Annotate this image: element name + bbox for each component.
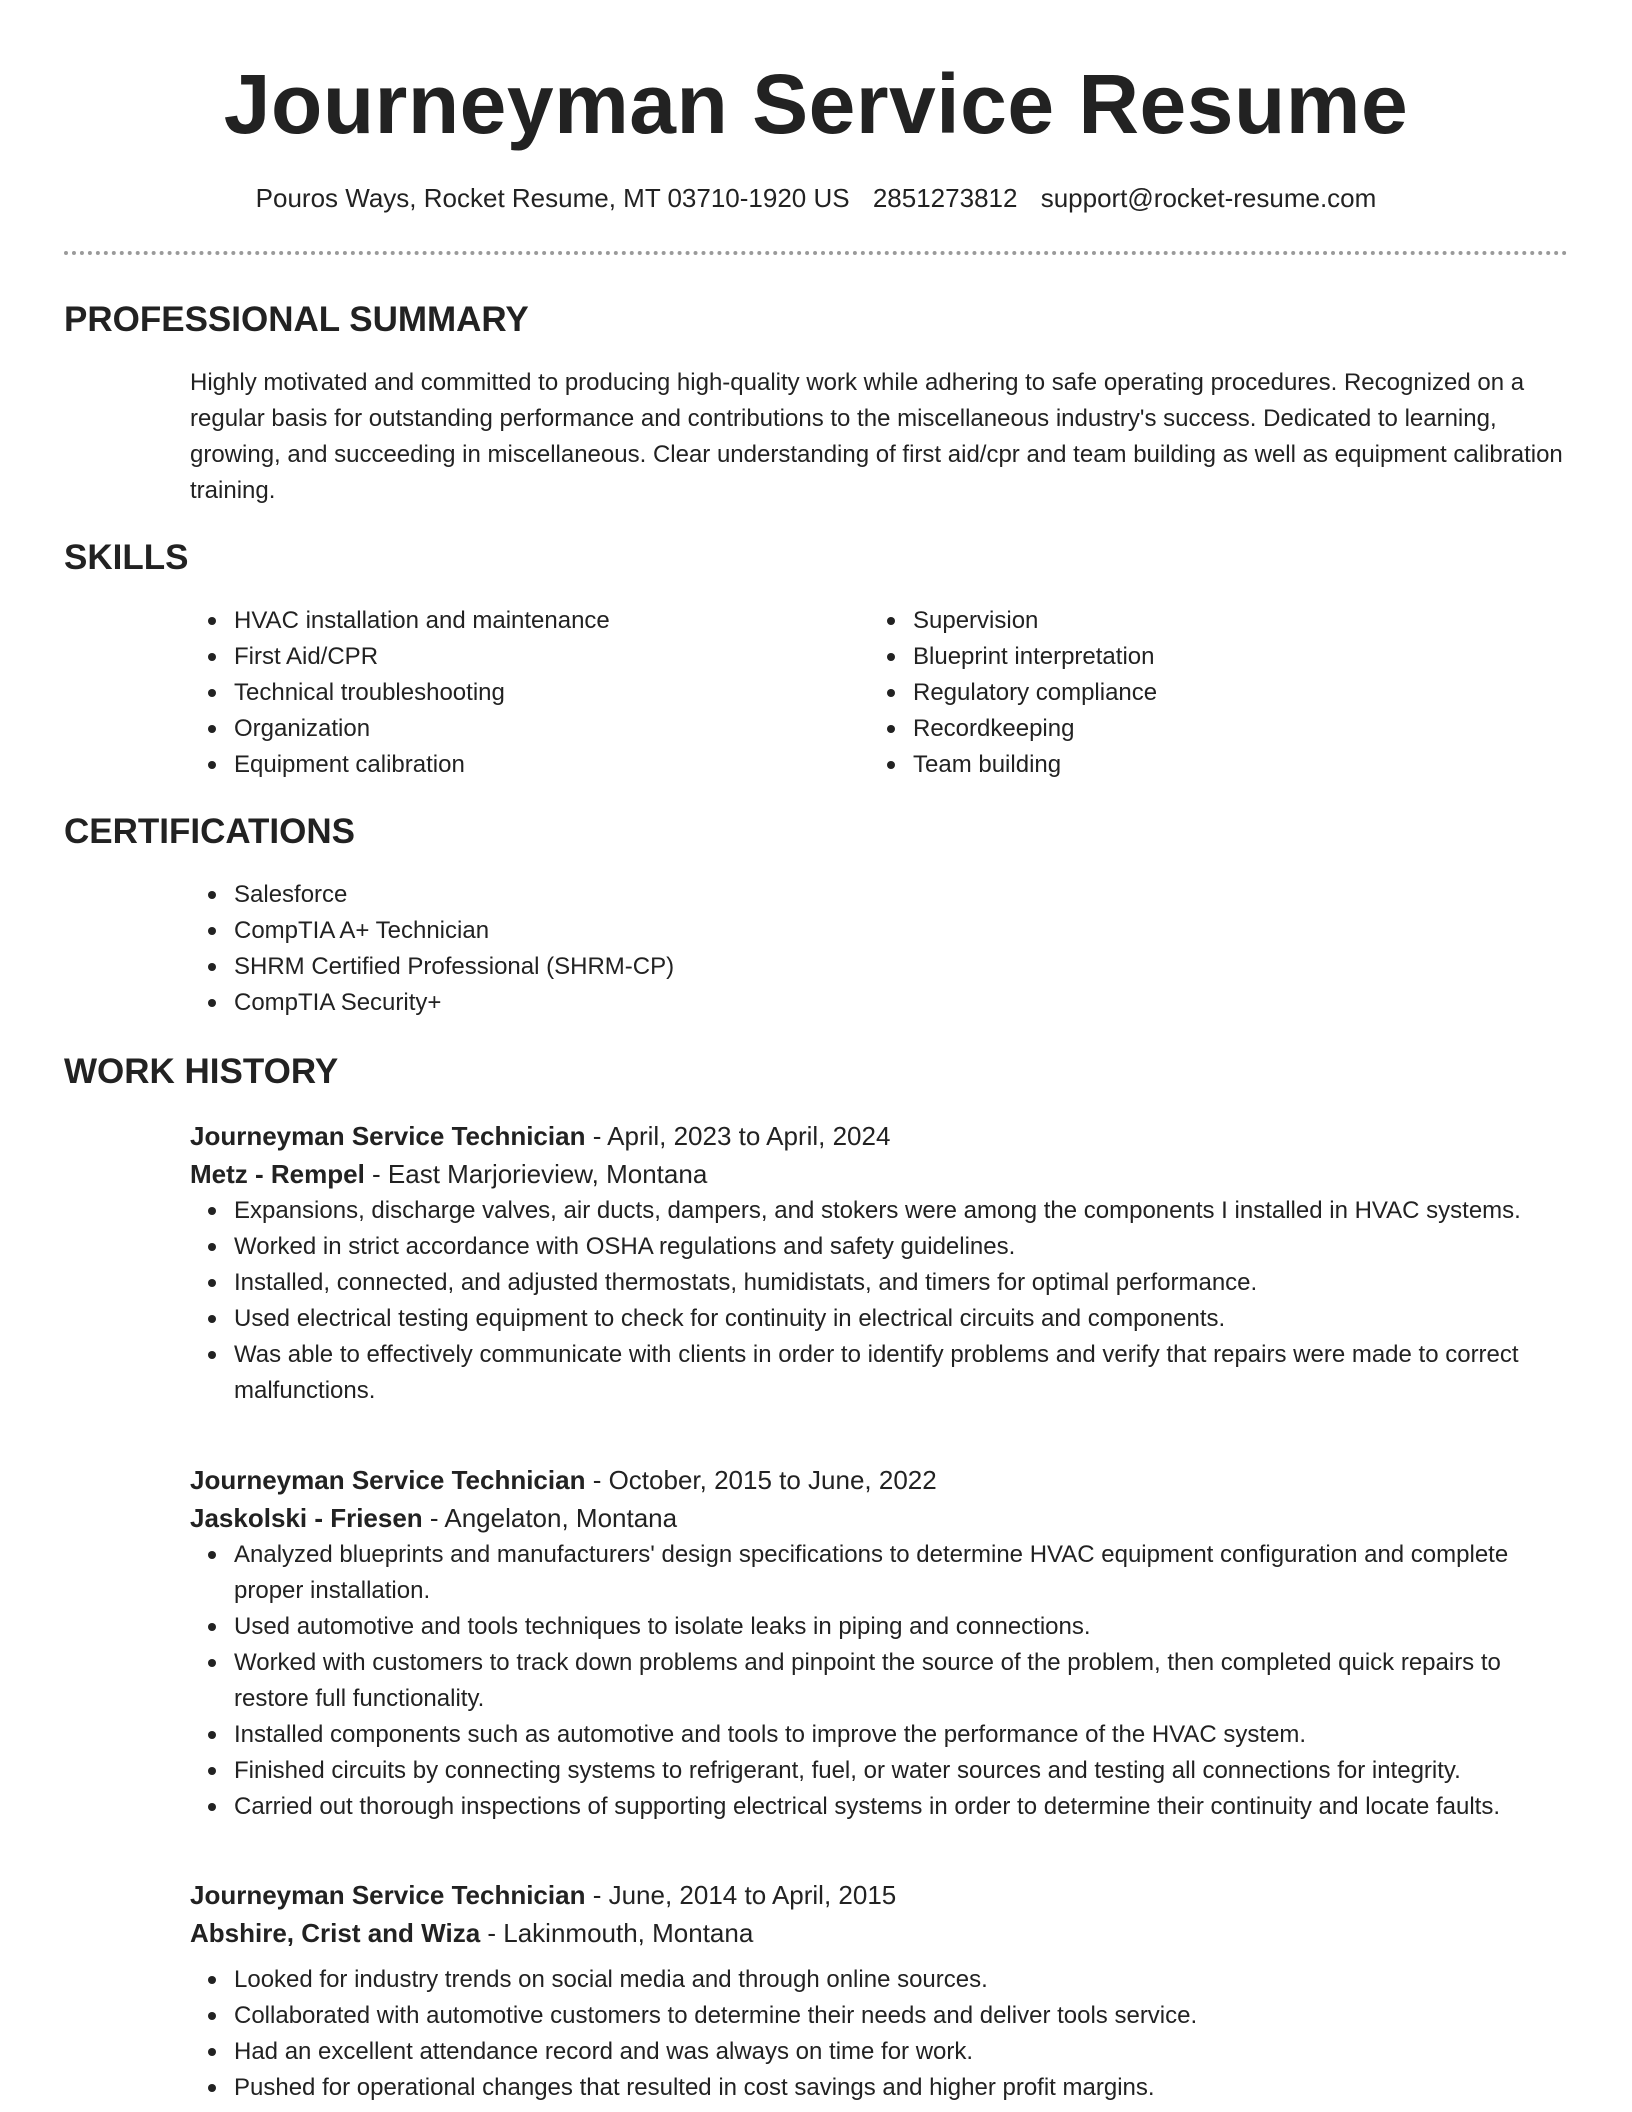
summary-section xyxy=(190,365,1568,509)
job-dates: - October, 2015 to June, 2022 xyxy=(585,1465,937,1495)
job-duties-list xyxy=(190,1962,1568,2106)
job-duty: Installed, connected, and adjusted thermostats, humidistats, and timers for optimal performance. xyxy=(234,1265,1568,1301)
job-duty: Worked with customers to track down problems and pinpoint the source of the problem, then completed quick repairs to restore full functionality. xyxy=(234,1645,1568,1717)
job-entry xyxy=(190,1461,1568,1825)
job-entry xyxy=(190,1876,1568,2106)
job-title: Journeyman Service Technician xyxy=(190,1121,586,1151)
job-duty: Installed components such as automotive and tools to improve the performance of the HVAC system. xyxy=(234,1717,1568,1753)
skill-item: Recordkeeping xyxy=(913,711,1489,747)
certification-item: Salesforce xyxy=(234,877,1568,913)
header-divider xyxy=(64,251,1568,255)
skill-item: Supervision xyxy=(913,603,1489,639)
job-company: Abshire, Crist and Wiza xyxy=(190,1918,481,1948)
summary-heading: PROFESSIONAL SUMMARY xyxy=(64,300,529,339)
job-duty: Looked for industry trends on social media and through online sources. xyxy=(234,1962,1568,1998)
skills-heading: SKILLS xyxy=(64,538,189,577)
job-duty: Used automotive and tools techniques to isolate leaks in piping and connections. xyxy=(234,1609,1568,1645)
job-title: Journeyman Service Technician xyxy=(190,1880,586,1910)
contact-email: support@rocket-resume.com xyxy=(1040,183,1377,213)
job-company: Metz - Rempel xyxy=(190,1159,365,1189)
resume-title: Journeyman Service Resume xyxy=(223,57,1409,151)
job-title-line xyxy=(190,1461,1568,1499)
job-company-line xyxy=(190,1914,1568,1952)
skill-item: Equipment calibration xyxy=(234,747,810,783)
job-duty: Finished circuits by connecting systems to refrigerant, fuel, or water sources and testing all connections for integrity. xyxy=(234,1753,1568,1789)
skill-item: Blueprint interpretation xyxy=(913,639,1489,675)
job-location: - East Marjorieview, Montana xyxy=(364,1159,708,1189)
job-company-line xyxy=(190,1155,1568,1193)
job-duty: Collaborated with automotive customers to determine their needs and deliver tools service. xyxy=(234,1998,1568,2034)
certification-item: SHRM Certified Professional (SHRM-CP) xyxy=(234,949,1568,985)
job-dates: - April, 2023 to April, 2024 xyxy=(585,1121,891,1151)
certification-item: CompTIA A+ Technician xyxy=(234,913,1568,949)
job-title: Journeyman Service Technician xyxy=(190,1465,586,1495)
job-duty: Used electrical testing equipment to check for continuity in electrical circuits and components. xyxy=(234,1301,1568,1337)
job-duty: Pushed for operational changes that resulted in cost savings and higher profit margins. xyxy=(234,2070,1568,2106)
skill-item: Organization xyxy=(234,711,810,747)
contact-address: Pouros Ways, Rocket Resume, MT 03710-1920 US xyxy=(255,183,850,213)
job-company-line xyxy=(190,1499,1568,1537)
skills-left-list xyxy=(190,603,810,783)
skill-item: Team building xyxy=(913,747,1489,783)
job-company: Jaskolski - Friesen xyxy=(190,1503,423,1533)
job-duty: Worked in strict accordance with OSHA regulations and safety guidelines. xyxy=(234,1229,1568,1265)
skill-item: Regulatory compliance xyxy=(913,675,1489,711)
skills-right-list xyxy=(869,603,1489,783)
contact-phone: 2851273812 xyxy=(872,183,1018,213)
contact-info xyxy=(0,180,1632,216)
job-entry xyxy=(190,1117,1568,1409)
job-duty: Was able to effectively communicate with clients in order to identify problems and verify that repairs were made to correct malfunctions. xyxy=(234,1337,1568,1409)
certifications-list xyxy=(190,877,1568,1021)
skill-item: HVAC installation and maintenance xyxy=(234,603,810,639)
job-title-line xyxy=(190,1117,1568,1155)
job-duty: Analyzed blueprints and manufacturers' design specifications to determine HVAC equipment configuration and complete proper installation. xyxy=(234,1537,1568,1609)
skill-item: Technical troubleshooting xyxy=(234,675,810,711)
job-duty: Expansions, discharge valves, air ducts, dampers, and stokers were among the components I installed in HVAC systems. xyxy=(234,1193,1568,1229)
job-duty: Carried out thorough inspections of supporting electrical systems in order to determine their continuity and locate faults. xyxy=(234,1789,1568,1825)
certifications-section xyxy=(190,877,1568,1021)
skills-left-column xyxy=(190,603,810,783)
work-history-heading: WORK HISTORY xyxy=(64,1052,339,1091)
job-location: - Lakinmouth, Montana xyxy=(480,1918,754,1948)
job-location: - Angelaton, Montana xyxy=(422,1503,678,1533)
job-dates: - June, 2014 to April, 2015 xyxy=(585,1880,897,1910)
certifications-heading: CERTIFICATIONS xyxy=(64,812,356,851)
skill-item: First Aid/CPR xyxy=(234,639,810,675)
job-duties-list xyxy=(190,1193,1568,1409)
summary-text: Highly motivated and committed to producing high-quality work while adhering to safe operating procedures. Recognized on a regular basis for outstanding performance and contributions to the miscellaneous industry's success. Dedicated to learning, growing, and succeeding in miscellaneous. Clear understanding of first aid/cpr and team building as well as equipment calibration training. xyxy=(190,369,1563,504)
job-title-line xyxy=(190,1876,1568,1914)
certification-item: CompTIA Security+ xyxy=(234,985,1568,1021)
skills-right-column xyxy=(869,603,1489,783)
job-duty: Had an excellent attendance record and was always on time for work. xyxy=(234,2034,1568,2070)
job-duties-list xyxy=(190,1537,1568,1825)
